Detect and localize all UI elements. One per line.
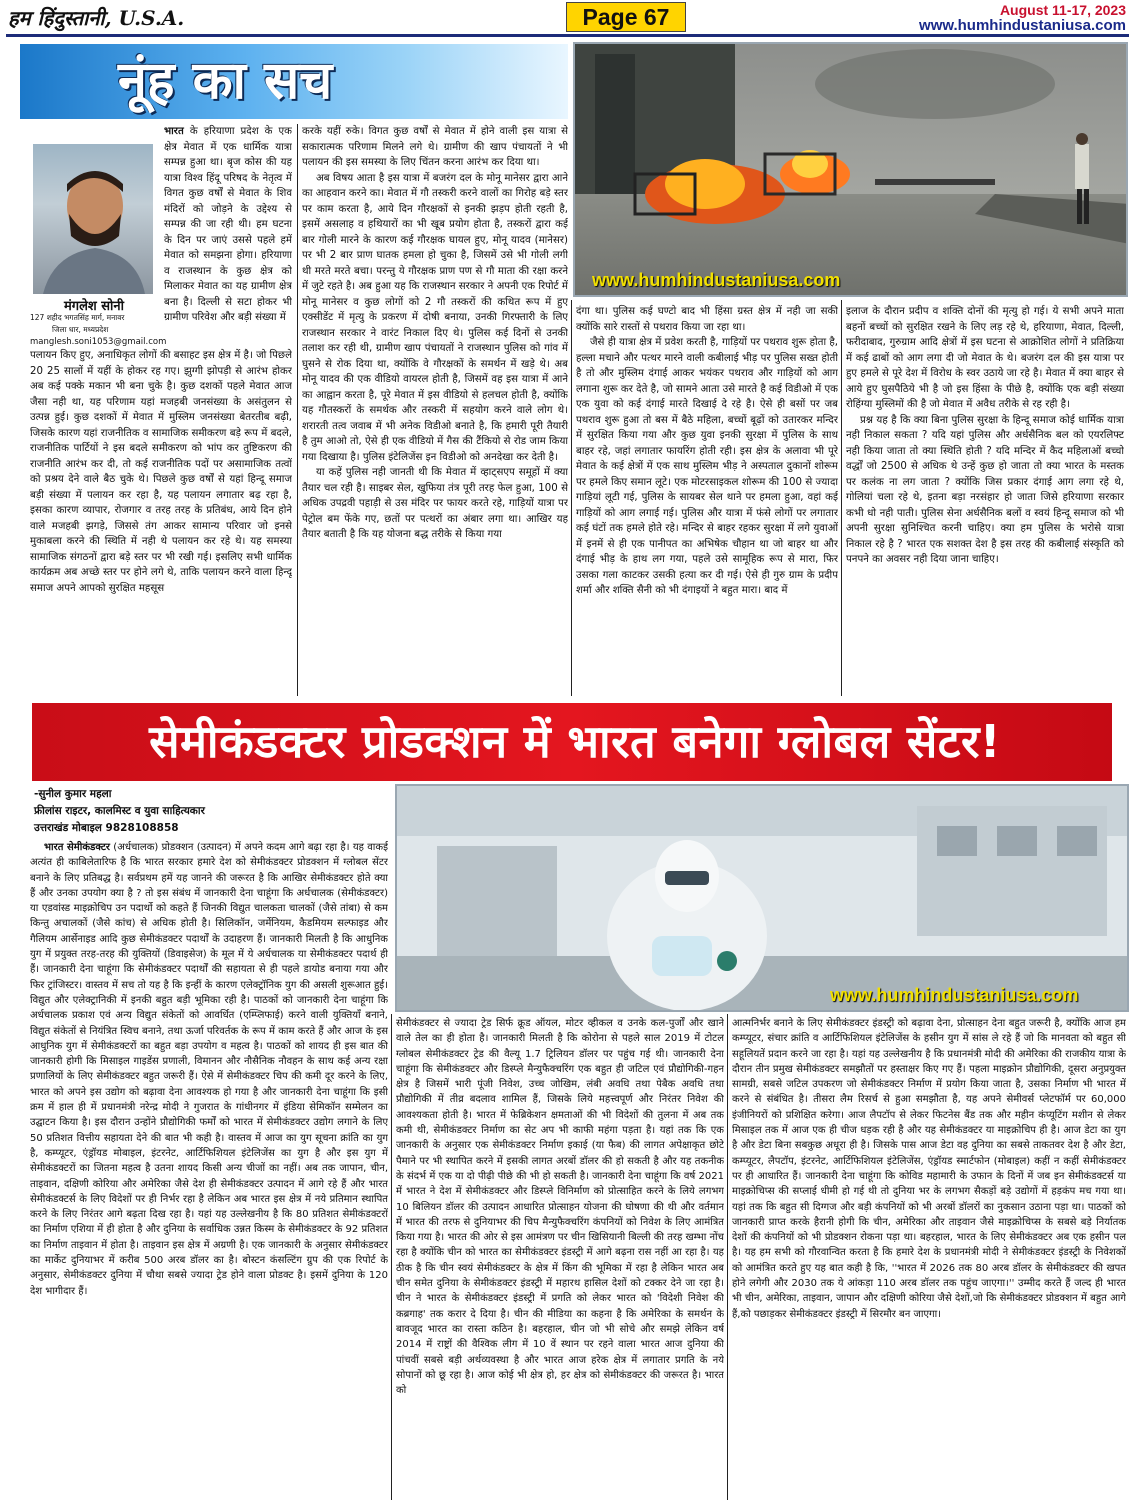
issue-date: August 11-17, 2023 bbox=[999, 2, 1126, 18]
nuh-dropword: भारत bbox=[164, 126, 184, 137]
masthead-paper-name: हम हिंदुस्तानी, U.S.A. bbox=[8, 6, 185, 30]
nuh-headline: नूंह का सच bbox=[118, 51, 333, 111]
nuh-photo-watermark: www.humhindustaniusa.com bbox=[592, 270, 841, 290]
semi-col2 bbox=[396, 1016, 724, 1500]
author-email[interactable]: manglesh.soni1053@gmail.com bbox=[30, 337, 167, 347]
semi-col2-text: सेमीकंडक्टर से ज्यादा ट्रेड सिर्फ क्रूड ऑयल, मोटर व्हीकल व उनके कल-पुर्जों और खाने वाले तेल का ही होता है। जानकारी मिलती है कि कोरोना से पहले साल 2019 में टोटल ग्लोबल सेमीकंडक्टर ट्रेड की वैल्यू 1.7 ट्रिलियन डॉलर पर पहुंच गई थी। जानकारी देना चाहूंगा कि सेमीकंडक्टर और डिस्प्ले मैन्युफैक्चरिंग एक बहुत ही जटिल एवं प्रौद्योगिकी-गहन क्षेत्र है जिसमें भारी पूंजी निवेश, उच्च जोखिम, लंबी अवधि तथा पेबैक अवधि तथा प्रौद्योगिकी में तीव्र बदलाव शामिल हैं, जिसके लिये महत्त्वपूर्ण और निरंतर निवेश की आवश्यकता होती है। भारत में फेब्रिकेशन क्षमताओं की भी विदेशों की तुलना में अब तक कमी थी, सेमीकंडक्टर निर्माण का सेट अप भी काफी महंगा पड़ता है। यहां तक कि एक जानकारी के अनुसार एक सेमीकंडक्टर निर्माण इकाई (या फैब) की लागत अपेक्षाकृत छोटे पैमाने पर भी स्थापित करने में इसकी लागत अरबों डॉलर की हो सकती है और यह तकनीक के संदर्भ में एक या दो पीढ़ी पीछे की भी हो सकती है। जानकारी देना चाहूंगा कि वर्ष 2021 में भारत ने देश में सेमीकंडक्टर और डिस्प्ले विनिर्माण को प्रोत्साहित करने के लिये लगभग 10 बिलियन डॉलर की उत्पादन आधारित प्रोत्साहन योजना की घोषणा की थी और वर्तमान में भारत की तरफ से दुनियाभर की चिप मैन्युफैक्चरिंग कंपनियों को निवेश के लिए आमंत्रित किया गया है। भारत की ओर से इस आमंत्रण पर चीन खिसियानी बिल्ली की तरह खम्भा नोंच रहा है क्योंकि चीन को भारत का सेमीकंडक्टर इंडस्ट्री में आगे बढ़ना रास नहीं आ रहा है। यह ठीक है कि चीन स्वयं सेमीकंडक्टर के क्षेत्र में किंग की भूमिका में रहा है लेकिन भारत अब चीन समेत दुनिया के सेमीकंडक्टर इंडस्ट्री में महारथ हासिल देशों को टक्कर देने जा रहा है। चीन ने भारत के सेमीकंडक्टर इंडस्ट्री में प्रगति को लेकर भारत को 'विदेशी निवेश की कब्रगाह' तक करार दे दिया है। चीन की मीडिया का कहना है कि अमेरिका के समर्थन के बावजूद भारत का रास्ता कठिन है। बहरहाल, चीन जो भी सोचे और समझे लेकिन वर्ष 2014 में राष्ट्रों की वैश्विक लीग में 10 वें स्थान पर रहने वाला भारत आज दुनिया की पांचवीं सबसे बड़ी अर्थव्यवस्था है और भारत आज हरेक क्षेत्र में लगातार प्रगति के नये सोपानों को छू रहा है। आज कोई भी क्षेत्र हो, हर क्षेत्र को सेमीकंडक्टर की जरूरत है। भारत को bbox=[396, 1018, 724, 1397]
column-divider bbox=[391, 1014, 392, 1500]
nuh-col1-bottom bbox=[30, 348, 292, 698]
semi-col3 bbox=[732, 1016, 1126, 1500]
semi-col1 bbox=[30, 840, 388, 1500]
semi-author-name: -सुनील कुमार महला bbox=[34, 788, 112, 800]
semi-author-title: फ्रीलांस राइटर, कालमिस्ट व युवा साहित्यकार bbox=[34, 805, 205, 817]
semi-col3-text: आत्मनिर्भर बनाने के लिए सेमीकंडक्टर इंडस्ट्री को बढ़ावा देना, प्रोत्साहन देना बहुत जरूरी है, क्योंकि आज हम कम्प्यूटर, संचार क्रांति व आर्टिफिशियल इंटेलिजेंस के हसीन युग में सांस ले रहे हैं जो कि मानवता को बहुत सी सहूलियतें प्रदान करने जा रहा है। यहां यह उल्लेखनीय है कि प्रधानमंत्री मोदी की अमेरिका की राजकीय यात्रा के दौरान तीन प्रमुख सेमीकंडक्टर समझौतों पर हस्ताक्षर किए गए हैं। पहला माइक्रोन प्रौद्योगिकी, दूसरा अनुप्रयुक्त सामग्री, सबसे जटिल उपकरण जो सेमीकंडक्टर निर्माण में प्रयोग किया जाता है, उसका निर्माण भी भारत में करने से संबंधित है। तीसरा लैम रिसर्च से हुआ समझौता है, यह अपने सेमीवर्स प्लेटफॉर्म पर 60,000 इंजीनियरों को प्रशिक्षित करेगा। आज लैपटॉप से लेकर फिटनेस बैंड तक और महीन कंप्यूटिंग मशीन से लेकर मिसाइल तक में आज एक ही चीज धड़क रही है और यह सेमीकंडक्टर या माइक्रोचिप ही है। आज डेटा का युग है और डेटा बिना सबकुछ अधूरा ही है। जिसके पास आज डेटा वह दुनिया का सबसे ताकतवर देश है और डेटा, कम्प्यूटर, लैपटॉप, इंटरनेट, आर्टिफिशियल इंटेलिजेंस, एंड्रॉयड स्मार्टफोन (मोबाइल) कहीं न कहीं सेमीकंडक्टर पर ही आधारित हैं। जानकारी देना चाहूंगा कि कोविड महामारी के उफान के दिनों में जब इन सेमीकंडक्टर्स या माइक्रोचिप्स की सप्लाई धीमी हो गई थी तो दुनिया भर के लगभग सैकड़ों बड़े उद्योगों में हड़कंप मच गया था। यहां तक कि बहुत सी दिग्गज और बड़ी कंपनियों को भी अरबों डॉलरों का नुकसान उठाना पड़ा था। पाठकों को जानकारी प्राप्त करके हैरानी होगी कि चीन, अमेरिका और ताइवान जैसे माइक्रोचिप्स के सबसे बड़े निर्यातक देशों की कंपनियों को भी प्रोडक्शन रोकना पड़ा था। बहरहाल, भारत के लिए सेमीकंडक्टर अब एक हसीन पल है। यह हम सभी को गौरवान्वित करता है कि हमारे देश के प्रधानमंत्री मोदी ने सेमीकंडक्टर इंडस्ट्री के निवेशकों को आमंत्रित करते हुए यह बात कही है कि, ''भारत में 2026 तक 80 अरब डॉलर के सेमीकंडक्टर की खपत होने लगेगी और 2030 तक ये आंकड़ा 110 अरब डॉलर तक पहुंच जाएगा।'' उम्मीद करते हैं जल्द ही भारत भी चीन, अमेरिका, ताइवान, जापान और दक्षिणी कोरिया जैसे देशों,जो कि सेमीकंडक्टर प्रोडक्शन में बहुत आगे हैं,को पछाड़कर सेमीकंडक्टर इंडस्ट्री में सिरमौर बन जाएगा। bbox=[732, 1018, 1126, 1320]
nuh-col3-para: दंगा था। पुलिस कई घण्टो बाद भी हिंसा ग्रस्त क्षेत्र में नही जा सकी क्योंकि सारे रास्तों से पथराव किया जा रहा था। bbox=[576, 306, 838, 333]
semi-author-contact: उत्तराखंड मोबाइल 9828108858 bbox=[34, 822, 179, 834]
author-photo bbox=[33, 144, 153, 294]
page-number-box: Page 67 bbox=[566, 2, 686, 32]
semi-author-block bbox=[34, 786, 394, 837]
column-divider bbox=[841, 300, 842, 696]
column-divider bbox=[297, 124, 298, 696]
semi-col1-text: (अर्धचालक) प्रोडक्शन (उत्पादन) में अपने कदम आगे बढ़ा रहा है। यह वाकई अत्यंत ही काबिलेतारिफ है कि भारत सरकार हमारे देश को सेमीकंडक्टर प्रोडक्शन में ग्लोबल सेंटर बनाने के लिए प्रतिबद्ध है। सर्वप्रथम हमें यह जानने की जरूरत है कि आखिर सेमीकंडक्टर होते क्या हैं और उनका उपयोग क्या है ? तो इस संबंध में जानकारी देना चाहूंगा कि अर्धचालक (सेमीकंडक्टर) या एडवांस्ड माइक्रोचिप उन पदार्थो को कहते हैं जिनकी विद्युत चालकता चालकों (जैसे तांबा) से कम किन्तु अचालकों (जैसे कांच) से अधिक होती है। सिलिकॉन, जर्मेनियम, कैडमियम सल्फाइड और गैलियम आर्सेनाइड आदि कुछ सेमीकंडक्टर पदार्थों के उदाहरण हैं। जानकारी मिलती है कि आधुनिक युग में प्रयुक्त तरह-तरह की युक्तियों (डिवाइसेज) के मूल में ये अर्धचालक या सेमीकंडक्टर पदार्थ ही हैं। जानकारी देना चाहूंगा कि सेमीकंडक्टर पदार्थों की सहायता से ही पहले डायोड बनाया गया और फिर ट्रांजिस्टर। वास्तव में सच तो यह है कि इन्हीं के कारण एलेक्ट्रॉनिक युग की असली शुरूआत हुई। विद्युत और एलेक्ट्रानिकी में इनकी बहुत बड़ी भूमिका रही है। पाठकों को जानकारी देना चाहूंगा कि अर्धचालक प्रकाश एवं अन्य विद्युत संकेतों को आवर्धित (एम्प्लिफाई) करने वाली युक्तियाँ बनाने, विद्युत संकेतों से नियंत्रित स्विच बनाने, तथा ऊर्जा परिवर्तक के रूप में काम करते हैं और आज के इस आधुनिक युग में सेमीकंडक्टरों का बहुत बड़ा उपयोग व महत्व है। पाठकों को शायद ही इस बात की जानकारी होगी कि मिसाइल गाइडेंस प्रणाली, विमानन और नौसैनिक नौवहन के साथ कई अन्य रक्षा प्रणालियों के लिए सेमीकंडक्टर बहुत जरूरी हैं। ऐसे में सेमीकंडक्टर चिप की कमी दूर करने के लिए, भारत को अपने इस उद्योग को बढ़ावा देना आवश्यक हो गया है और जानकारी देना चाहूंगा कि इसी क्रम में हाल ही में प्रधानमंत्री नरेन्द्र मोदी ने गुजरात के गांधीनगर में इंडिया सेमिकॉन सम्मेलन का उद्घाटन किया है। इस दौरान उन्होंने प्रौद्योगिकी फर्मों को भारत में सेमीकंडक्टर उद्योग लगाने के लिए 50 प्रतिशत वित्तीय सहायता देने की बात भी कही है। वास्तव में आज का युग सूचना क्रांति का युग है, कम्प्यूटर, एंड्रॉयड मोबाइल, इंटरनेट, आर्टिफिशियल इंटेलिजेंस का युग है और इस युग में सेमीकंडक्टरों का जितना महत्व है उतना शायद किसी अन्य चीजों का नहीं। अब तक जापान, चीन, ताइवान, दक्षिणी कोरिया और अमेरिका जैसे देश ही सेमीकंडक्टर उत्पादन में आगे रहे हैं और भारत सेमीकंडक्टर्स के लिए विदेशों पर ही निर्भर रहा है लेकिन अब भारत इस क्षेत्र में नये प्रतिमान स्थापित करने के लिए निरंतर आगे बढ़ता दिख रहा है। यहां यह उल्लेखनीय है कि 80 प्रतिशत सेमीकंडक्टरों का निर्माण एशिया में ही होता है और दुनिया के सर्वाधिक उन्नत किस्म के सेमीकंडक्टर के 92 प्रतिशत का निर्माण ताइवान में होता है। ताइवान इस क्षेत्र में अग्रणी है। एक जानकारी के अनुसार सेमीकंडक्टर का मार्केट दुनियाभर में करीब 500 अरब डॉलर का है। बोस्टन कंसल्टिंग ग्रुप की एक रिपोर्ट के अनुसार, सेमीकंडक्टर दुनिया में चौथा सबसे ज्यादा ट्रेड होने वाला प्रोडक्ट है। इसमें दुनिया के 120 देश भागीदार हैं। bbox=[30, 842, 388, 1297]
author-address-line2: जिला धार, मध्यप्रदेश bbox=[52, 325, 109, 334]
nuh-col4-para: प्रश्न यह है कि क्या बिना पुलिस सुरक्षा के हिन्दू समाज कोई धार्मिक यात्रा नही निकाल सकता ? यदि यहां पुलिस और अर्धसैनिक बल को एयरलिफ्ट नही किया जाता तो क्या स्थिति होती ? यदि मन्दिर में कैद महिलाओं बच्चो वर्द्धों जो 2500 से अधिक थे उन्हें कुछ हो जाता तो क्या भारत के मस्तक पर कलंक ना लग जाता ? क्योंकि जिस प्रकार दंगाई आग लगा रहे थे, गोलियां चला रहे थे, इतना बड़ा नरसंहार हो जाता जिसे हरियाणा सरकार कभी धो नही पाती। पुलिस सेना अर्धसैनिक बलों व स्वयं हिन्दू समाज को भी अपनी सुरक्षा सुनिश्चित करनी चाहिए। क्या हम पुलिस के भरोसे यात्रा निकाल रहे है ? भारत एक सशक्त देश है इस तरह की कबीलाई संस्कृति को पनपने का अवसर नही दिया जाना चाहिए। bbox=[846, 414, 1124, 565]
column-divider bbox=[727, 1014, 728, 1500]
author-address-line1: 127 शहीद भगतसिंह मार्ग, मनावर bbox=[30, 313, 125, 322]
header-divider bbox=[6, 34, 1129, 37]
nuh-col4-para: इलाज के दौरान प्रदीप व शक्ति दोनों की मृत्यु हो गई। ये सभी अपने माता बहनों बच्चों को सुरक्षित रखने के लिए लड़ रहे थे, हरियाणा, मेवात, दिल्ली, फरीदाबाद, गुरुग्राम आदि क्षेत्रों में इस घटना से आक्रोशित लोगों ने प्रतिक्रिया में कई ढाबों को आग लगा दी जो मेवात के थे। बजरंग दल की इस यात्रा पर हुए हमले से पूरे देश में विरोध के स्वर उठाये जा रहे है। मेवात में क्या बाहर से आये हुए घुसपैठिये भी है जो इस हिंसा के पीछे है, क्योंकि एक बड़ी संख्या रोहिंग्या मुस्लिमों की है जो मेवात में अवैध तरीके से रह रही है। bbox=[846, 306, 1124, 410]
nuh-col2-para: या कहें पुलिस नही जानती थी कि मेवात में व्हाट्सएप समूहों में क्या तैयार चल रही है। साइबर सेल, खुफिया तंत्र पूरी तरह फेल हुआ, 100 से अधिक उपद्रवी पहाड़ी से उस मंदिर पर फायर करते रहे, गाड़ियों यात्रा पर पेट्रोल बम फेंके गए, छतों पर पत्थरों का अंबार लगा था। आखिर यह तैयार बताती है कि यह योजना बद्ध तरीके से किया गया bbox=[302, 467, 568, 540]
nuh-col1-top bbox=[164, 124, 292, 352]
nuh-col3 bbox=[576, 304, 838, 698]
semi-photo-watermark: www.humhindustaniusa.com bbox=[830, 985, 1079, 1005]
nuh-col2 bbox=[302, 124, 568, 698]
nuh-col3-para: जैसे ही यात्रा क्षेत्र में प्रवेश करती है, गाड़ियों पर पथराव शुरू होता है, हल्ला मचाने और पत्थर मारने वाली कबीलाई भीड़ पर पुलिस सख्त होती है तो और मुस्लिम दंगाई आकर भयंकर पथराव और गाड़ियों को आग लगाना शुरू कर देते है, जो सामने आता उसे मारते है कई विडीओ में एक एक युवा को कई दंगाई मारते दिखाई दे रहे है। ऐसे ही बसों पर जब पथराव शुरू हुआ तो बस में बैठे महिला, बच्चों बूढ़ों को उतारकर मन्दिर में सुरक्षित किया गया और कुछ युवा इनकी सुरक्षा में पुलिस के साथ बाहर रहे, जहां लगातार फायरिंग होती रही। इस क्षेत्र के अलावा भी पूरे मेवात के कई क्षेत्रों में एक साथ मुस्लिम भीड़ ने अस्पताल दुकानों शोरूम पर हमले किए समान लूटे। एक मोटरसाइकल शोरूम की 100 से ज्यादा गाड़ियां लूटी गई, पुलिस के सायबर सेल थाने पर हमला हुआ, वहां कई गाड़ियों को आग लगाई गई। पुलिस और यात्रा में फंसे लोगों पर लगातार कई घंटों तक हमले होते रहे। मन्दिर से बाहर रहकर सुरक्षा में लगे युवाओं में इनमें से ही एक पानीपत का अभिषेक चौहान था जो बाहर था और दंगाई भीड़ के हाथ लग गया, पहले उसे सामूहिक रूप से मारा, फिर उसका गला काटकर उसकी हत्या कर दी गई। ऐसे ही गुरु ग्राम के प्रदीप शर्मा और शक्ति सैनी को भी दंगाइयों ने बहुत मारा। बाद में bbox=[576, 337, 838, 596]
cleanroom-photo bbox=[395, 784, 1129, 1012]
semi-lead-words: भारत सेमीकंडक्टर bbox=[44, 842, 110, 853]
riot-fire-photo bbox=[573, 42, 1128, 297]
author-name: मंगलेश सोनी bbox=[63, 299, 124, 314]
header-website-link[interactable]: www.humhindustaniusa.com bbox=[919, 17, 1126, 34]
semi-headline: सेमीकंडक्टर प्रोडक्शन में भारत बनेगा ग्लोबल सेंटर! bbox=[149, 715, 1001, 768]
nuh-col1-bottom-text: पलायन किए हुए, अनाधिकृत लोगों की बसाहट इस क्षेत्र में है। जो पिछले 20 25 सालों में यहीं के होकर रह गए। झुग्गी झोपड़ी से आरंभ होकर अब कई पक्के मकान भी बना चुके है। कुछ दशकों पहले मेवात आज जैसा नही था, यह परिणाम यहां मजहबी जनसंख्या के असंतुलन से उत्पन्न हुई। कुछ दशकों में मेवात में मुस्लिम जनसंख्या बेतरतीब बढ़ी, जिसके कारण यहां राजनीतिक व सामाजिक समीकरण बड़े रूप में बदले, राजनीतिक पार्टियों ने इस बदले समीकरण को भांप कर तुष्टिकरण की राजनीति आरंभ कर दी, तो कई राजनीतिक पदों पर असामाजिक तत्वों को प्रश्रय देने वाले बैठ चुके थे। पिछले कुछ वर्षों से यहां हिन्दू समाज बड़ी संख्या में पलायन कर रहा है, यह पलायन लगातार बढ़ रहा है, इसका कारण व्यापार, रोजगार व तरह तरह के प्रतिबंध, आये दिन होने वाले मजहबी झगड़े, जिससे तंग आकर सामान्य परिवार जो इनसे मुकाबला करने की स्थिति में नही थे पलायन कर रहे थे। यह समस्या सामाजिक संगठनों द्वारा बड़े स्तर पर भी रखी गई। इसलिए सभी धार्मिक कार्यक्रम अब अच्छे स्तर पर होने लगे थे, ताकि पलायन करने वाला हिन्दू समाज अपने आपको सुरक्षित महसूस bbox=[30, 350, 292, 594]
nuh-col2-para: अब विषय आता है इस यात्रा में बजरंग दल के मोनू मानेसर द्वारा आने का आहवान करने का। मेवात में गौ तस्करी करने वालों का गिरोह बड़े स्तर पर काम करता है, आये दिन गौरक्षकों से इनकी झड़प होती रहती है, इसमें असलाह व हथियारों का भी खूब प्रयोग होता है, तस्करों द्वारा कई बार गोली मारने के कारण कई गौरक्षक घायल हुए, मोनू यादव (मानेसर) पर भी 2 बार प्राण घातक हमला हो चुका है, जिसमें उसे भी गोली लगी थी मरते मरते बचा। परन्तु ये गौरक्षक प्राण पण से गौ माता की रक्षा करने में जुटे रहते है। अब हुआ यह कि राजस्थान सरकार ने अपनी एक रिपोर्ट में मोनू मानेसर व कुछ लोगों को 2 गौ तस्करों की कथित रूप में हुए एक्सीडेंट में मृत्यु के प्रकरण में दोषी बनाया, उनकी गिरफ्तारी के लिए राजस्थान सरकार ने वारंट निकाल दिए थे। पुलिस कई दिनों से उनकी तलाश कर रही थी, ग्रामीण खाप पंचायतों ने राजस्थान पुलिस को गांव में घुसने से रोक दिया था, क्योंकि वे गौरक्षकों के समर्थन में खड़े थे। अब मोनू यादव की एक वीडियो वायरल होती है, जिसमें वह इस यात्रा में आने का आह्वान करता है, पूरे मेवात में इस वीडियो से हलचल होती है, क्योंकि यह गौतस्करों के समर्थक और तस्करी में सहयोग करने वाले लोग थे। शरारती तत्व जवाब में भी अनेक विडीओ बनाते है, कि हमारी पूरी तैयारी है तुम आओ तो, ऐसे ही एक वीडियो में गैस की टैंकियो से रोड जाम किया गया दिखाया है। पुलिस इंटेलिजेंस इन विडीओ को अनदेखा कर देती है। bbox=[302, 172, 568, 463]
nuh-col2-para: करके यहीं रुके। विगत कुछ वर्षों से मेवात में होने वाली इस यात्रा से सकारात्मक परिणाम मिलने लगे थे। ग्रामीण की खाप पंचायतों ने भी पलायन की इस समस्या के लिए चिंतन करना आरंभ कर दिया था। bbox=[302, 126, 568, 168]
nuh-col4 bbox=[846, 304, 1124, 698]
nuh-col1-top-text: के हरियाणा प्रदेश के एक क्षेत्र मेवात में एक धार्मिक यात्रा सम्पन्न हुआ था। बृज कोस की यह यात्रा विश्व हिंदू परिषद के नेतृत्व में विगत कुछ वर्षों से मेवात के शिव मंदिरों को जोड़ने के उद्देश्य से सम्पन्न की जा रही थी। हम घटना के दिन पर जाएं उससे पहले हमें मेवात को समझना होगा। हरियाणा व राजस्थान के कुछ क्षेत्र को मिलाकर मेवात का यह ग्रामीण क्षेत्र बना है। दिल्ली से सटा होकर भी ग्रामीण परिवेश और बड़ी संख्या में bbox=[164, 126, 292, 323]
column-divider bbox=[571, 300, 572, 696]
